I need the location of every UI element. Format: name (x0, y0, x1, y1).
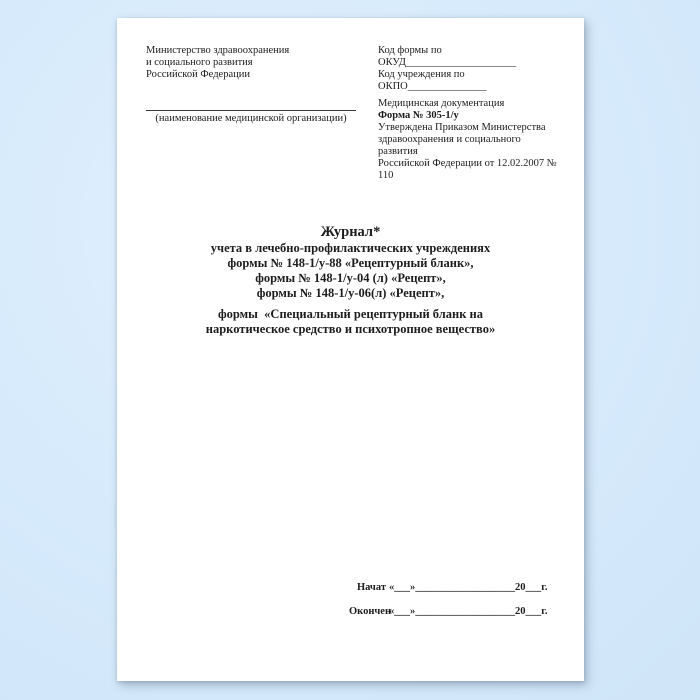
med-doc-label: Медицинская документация (378, 98, 505, 109)
doc-info-block (378, 98, 560, 182)
date-finished-quote-blank: «___» (389, 606, 416, 617)
title-sub-line-2: наркотическое средство и психотропное вещество» (205, 322, 496, 336)
title-line-2: формы № 148-1/у-88 «Рецептурный бланк», (227, 256, 474, 270)
approval-line-1: Утверждена Приказом Министерства (378, 122, 546, 133)
form-number: Форма № 305-1/у (378, 110, 459, 121)
document-page (117, 18, 584, 681)
date-started-year-suffix: г. (541, 582, 548, 593)
okpo-code-line: Код учреждения по ОКПО_______________ (378, 69, 487, 92)
title-sub-block (117, 307, 584, 337)
date-started-quote-blank: «___» (389, 582, 416, 593)
date-started-row (349, 582, 547, 594)
date-finished-year-blank: ___ (525, 606, 542, 617)
approval-line-3: Российской Федерации от 12.02.2007 № 110 (378, 158, 557, 181)
dates-block (349, 582, 547, 630)
title-line-1: учета в лечебно-профилактических учреждениях (210, 241, 491, 255)
date-finished-year-suffix: г. (541, 606, 548, 617)
date-started-fill-blank: ___________________ (415, 582, 515, 593)
title-line-4: формы № 148-1/у-06(л) «Рецепт», (256, 286, 445, 300)
date-started-year-prefix: 20 (515, 582, 526, 593)
date-started-label: Начат (356, 582, 386, 593)
organization-name-caption: (наименование медицинской организации) (155, 113, 347, 124)
document-title (117, 224, 584, 337)
date-finished-fill-blank: ___________________ (415, 606, 515, 617)
title-main: Журнал* (320, 224, 381, 240)
ministry-line-1: Министерство здравоохранения (146, 45, 290, 56)
date-finished-label: Окончен (349, 606, 392, 617)
date-started-year-blank: ___ (525, 582, 542, 593)
form-codes-block (378, 45, 560, 182)
fill-in-rule (146, 110, 356, 111)
title-sub-line-1: формы «Специальный рецептурный бланк на (218, 307, 483, 321)
ministry-line-3: Российской Федерации (146, 69, 250, 80)
approval-line-2: здравоохранения и социального развития (378, 134, 521, 157)
title-line-3: формы № 148-1/у-04 (л) «Рецепт», (255, 271, 446, 285)
date-finished-year-prefix: 20 (515, 606, 526, 617)
ministry-block (146, 45, 356, 125)
ministry-line-2: и социального развития (146, 57, 253, 68)
organization-name-block (146, 110, 356, 125)
date-finished-row (349, 606, 547, 618)
okud-code-line: Код формы по ОКУД_____________________ (378, 45, 517, 68)
